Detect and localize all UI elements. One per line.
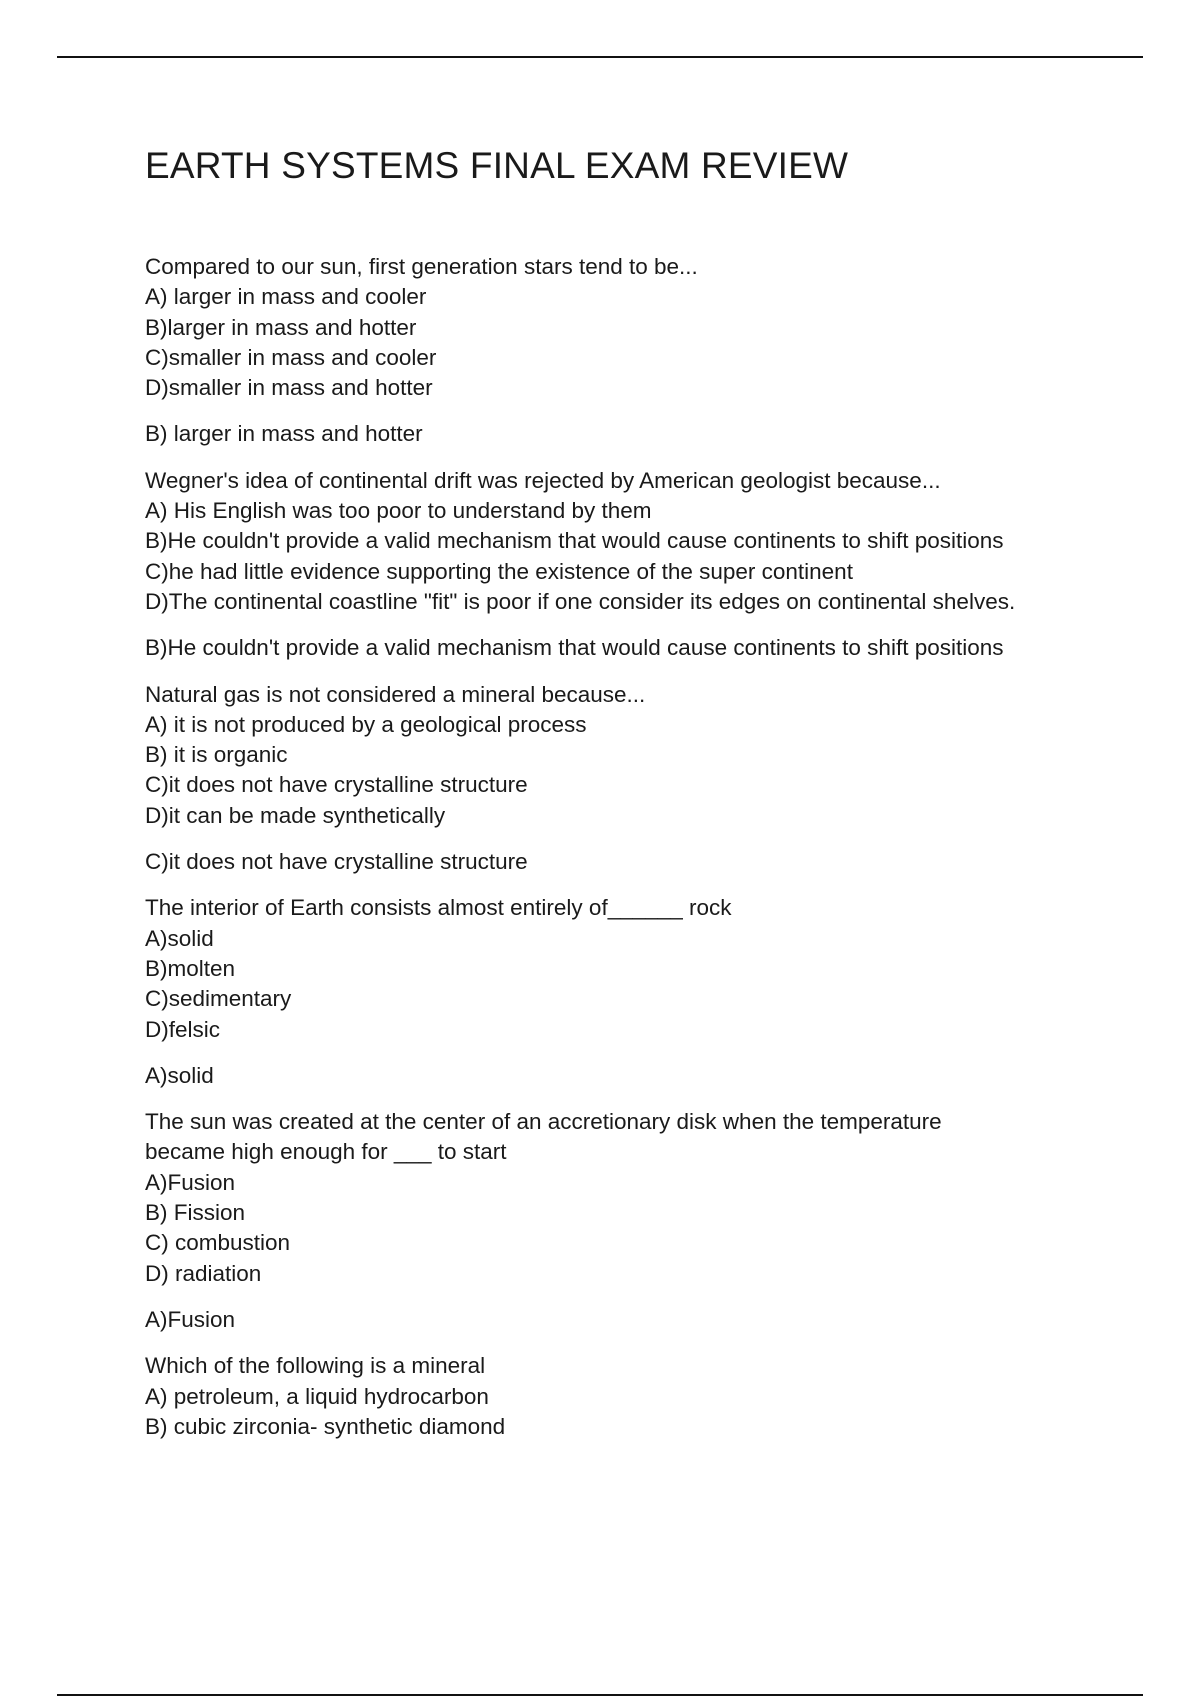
question-text: Which of the following is a mineral [145,1353,486,1379]
question-text: Wegner's idea of continental drift was rejected by American geologist because... [145,467,941,493]
answer-option: C)sedimentary [145,986,292,1012]
answer-option: D) radiation [145,1260,262,1286]
answer-option: B)molten [145,955,236,981]
answer-option: D)The continental coastline "fit" is poor if one consider its edges on continental shelves. [145,588,1016,614]
answer-option: C)it does not have crystalline structure [145,772,528,798]
question-item [145,1351,1145,1442]
question-text: Compared to our sun, first generation stars tend to be... [145,254,698,279]
answer-option: A) His English was too poor to understand by them [145,498,652,524]
answer-option: B)He couldn't provide a valid mechanism that would cause continents to shift positions [145,528,1004,554]
question-text: The sun was created at the center of an accretionary disk when the temperature [145,1109,942,1135]
answer-option: B) cubic zirconia- synthetic diamond [145,1413,506,1439]
answer-option: B)larger in mass and hotter [145,314,417,340]
question-item [145,466,1145,664]
correct-answer: A)Fusion [145,1306,236,1332]
correct-answer: B)He couldn't provide a valid mechanism that would cause continents to shift positions [145,635,1004,661]
answer-option: A)solid [145,925,214,951]
answer-option: B) it is organic [145,742,288,768]
answer-option: D)smaller in mass and hotter [145,375,433,401]
correct-answer: A)solid [145,1062,214,1088]
question-item [145,893,1145,1091]
answer-option: A)Fusion [145,1169,236,1195]
correct-answer: C)it does not have crystalline structure [145,849,528,875]
question-text: became high enough for ___ to start [145,1139,507,1165]
question-item [145,1107,1145,1335]
page-title: EARTH SYSTEMS FINAL EXAM REVIEW [145,145,849,186]
answer-option: C) combustion [145,1230,291,1256]
answer-option: B) Fission [145,1200,246,1226]
answer-option: A) petroleum, a liquid hydrocarbon [145,1383,489,1409]
correct-answer: B) larger in mass and hotter [145,421,423,447]
question-list [145,252,1145,1442]
answer-option: A) larger in mass and cooler [145,284,427,310]
answer-option: D)felsic [145,1016,221,1042]
answer-option: A) it is not produced by a geological process [145,711,587,737]
question-item [145,252,1145,450]
question-item [145,680,1145,878]
question-text: The interior of Earth consists almost entirely of______ rock [145,895,732,921]
top-rule [57,56,1143,58]
answer-option: C)he had little evidence supporting the existence of the super continent [145,558,853,584]
question-text: Natural gas is not considered a mineral because... [145,681,646,707]
answer-option: D)it can be made synthetically [145,802,446,828]
answer-option: C)smaller in mass and cooler [145,344,437,370]
bottom-rule [57,1694,1143,1696]
